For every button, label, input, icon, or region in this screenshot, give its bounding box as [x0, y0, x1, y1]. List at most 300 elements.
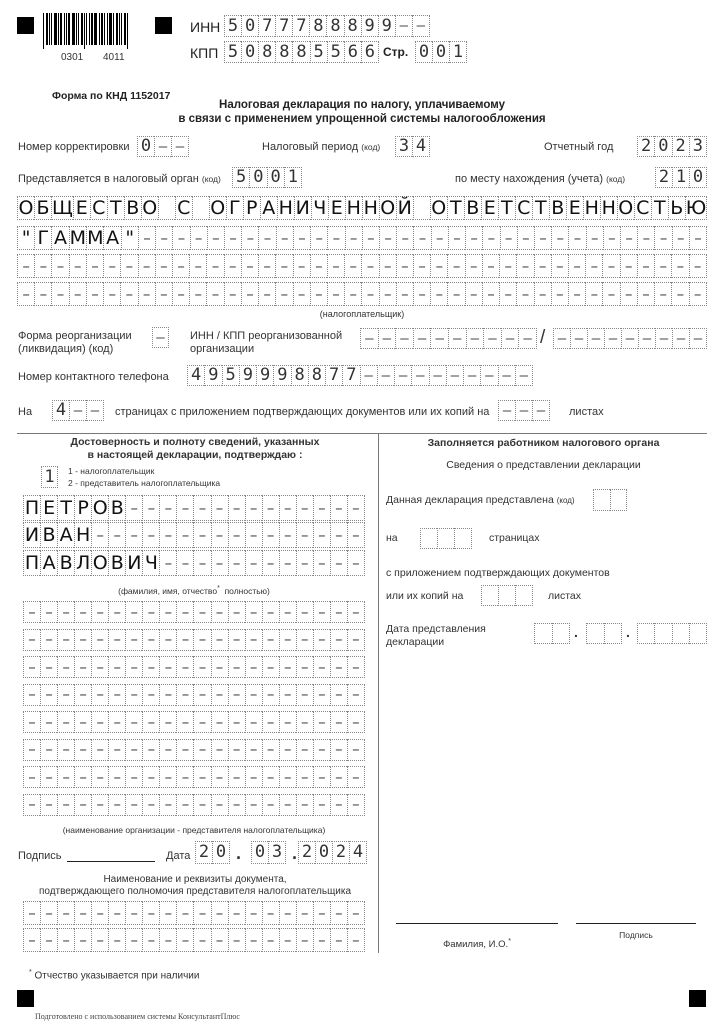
kpp-field[interactable]	[224, 41, 379, 63]
char-cell: 7	[342, 365, 359, 386]
char-cell: –	[279, 901, 296, 925]
char-cell	[610, 489, 628, 511]
char-cell: –	[228, 550, 245, 576]
char-cell: –	[482, 282, 499, 306]
representative-org-row-2[interactable]	[23, 629, 365, 651]
char-cell: –	[396, 282, 413, 306]
char-cell: –	[40, 928, 57, 952]
char-cell: –	[91, 794, 108, 816]
location-code-field[interactable]	[655, 167, 707, 188]
location-label: по месту нахождения (учета) (код)	[455, 173, 626, 185]
office-name-caption: Фамилия, И.О.*	[443, 938, 511, 951]
page-label: Стр.	[383, 45, 409, 59]
char-cell: 5	[224, 41, 241, 63]
char-cell: –	[224, 282, 241, 306]
char-cell: –	[313, 901, 330, 925]
char-cell: –	[313, 794, 330, 816]
char-cell: –	[172, 226, 189, 250]
char-cell: –	[193, 629, 210, 651]
char-cell: –	[120, 282, 137, 306]
char-cell: О	[210, 196, 226, 219]
char-cell: –	[245, 766, 262, 788]
char-cell: –	[228, 901, 245, 925]
char-cell: О	[431, 196, 447, 219]
char-cell: –	[189, 282, 206, 306]
char-cell: –	[23, 601, 40, 623]
char-cell: –	[689, 282, 707, 306]
char-cell: –	[74, 684, 91, 706]
char-cell: –	[313, 928, 330, 952]
char-cell: 2	[195, 841, 212, 864]
tax-office-subtitle: Сведения о представлении декларации	[446, 459, 641, 471]
char-cell: –	[293, 226, 310, 250]
char-cell: 1	[672, 167, 689, 188]
char-cell: –	[34, 282, 51, 306]
char-cell: –	[176, 684, 193, 706]
form-title-line2: в связи с применением упрощенной системы налогообложения	[178, 113, 546, 125]
pages-prefix: На	[18, 406, 33, 418]
char-cell: –	[293, 254, 310, 278]
char-cell: –	[413, 254, 430, 278]
char-cell: –	[193, 711, 210, 733]
char-cell: 9	[273, 365, 290, 386]
char-cell: –	[142, 928, 159, 952]
char-cell: –	[262, 656, 279, 678]
char-cell: –	[347, 684, 365, 706]
char-cell: –	[228, 495, 245, 521]
char-cell: 8	[308, 365, 325, 386]
char-cell: Н	[278, 196, 293, 219]
char-cell: –	[228, 656, 245, 678]
char-cell: П	[23, 495, 40, 521]
char-cell: –	[86, 282, 103, 306]
char-cell: 0	[251, 841, 268, 864]
tax-authority-field[interactable]	[232, 167, 302, 188]
char-cell	[420, 528, 437, 549]
char-cell: –	[211, 601, 228, 623]
char-cell: –	[296, 928, 313, 952]
char-cell: –	[206, 282, 223, 306]
char-cell: –	[108, 684, 125, 706]
char-cell: –	[262, 928, 279, 952]
char-cell: –	[189, 254, 206, 278]
char-cell: –	[689, 254, 707, 278]
char-cell: –	[171, 136, 189, 157]
char-cell: –	[23, 901, 40, 925]
char-cell: –	[228, 794, 245, 816]
char-cell: 2	[655, 167, 672, 188]
char-cell: –	[57, 629, 74, 651]
char-cell	[593, 489, 610, 511]
char-cell: В	[57, 550, 74, 576]
char-cell: –	[654, 282, 671, 306]
char-cell: –	[108, 766, 125, 788]
char-cell: 5	[310, 41, 327, 63]
submitted-code-field[interactable]	[593, 489, 627, 511]
char-cell: –	[211, 794, 228, 816]
char-cell: Ю	[685, 196, 707, 219]
char-cell: –	[142, 601, 159, 623]
char-cell: –	[40, 601, 57, 623]
char-cell: –	[498, 400, 515, 421]
char-cell: –	[125, 794, 142, 816]
char-cell: 3	[689, 136, 707, 157]
char-cell: –	[228, 601, 245, 623]
char-cell: –	[275, 254, 292, 278]
signer-option-1: 1 - налогоплательщик	[68, 466, 155, 476]
char-cell: 9	[378, 15, 395, 37]
char-cell: –	[245, 684, 262, 706]
char-cell: –	[465, 282, 482, 306]
char-cell: –	[296, 656, 313, 678]
char-cell: –	[262, 766, 279, 788]
char-cell: –	[279, 522, 296, 548]
char-cell: 0	[654, 136, 671, 157]
char-cell: –	[23, 794, 40, 816]
char-cell: –	[138, 226, 155, 250]
char-cell: –	[241, 254, 258, 278]
doc-title-line2: подтверждающего полномочия представителя налогоплательщика	[38, 886, 352, 897]
office-name-line[interactable]	[396, 923, 558, 924]
char-cell: 6	[344, 41, 361, 63]
char-cell: –	[211, 711, 228, 733]
char-cell: О	[380, 196, 396, 219]
char-cell: –	[276, 226, 293, 250]
tax-authority-label: Представляется в налоговый орган (код)	[18, 173, 221, 185]
correction-number-field[interactable]	[137, 136, 189, 157]
char-cell: –	[621, 328, 638, 349]
char-cell: А	[40, 550, 57, 576]
corner-marker-bottom-right	[689, 990, 706, 1007]
char-cell: –	[279, 794, 296, 816]
char-cell: –	[330, 656, 347, 678]
tax-period-field[interactable]	[395, 136, 430, 157]
char-cell: –	[155, 226, 172, 250]
char-cell: –	[296, 684, 313, 706]
char-cell: Ч	[311, 196, 328, 220]
fio-caption: (фамилия, имя, отчество* полностью)	[118, 585, 270, 596]
char-cell: –	[689, 328, 707, 349]
char-cell: 0	[689, 167, 707, 188]
doc-row-2[interactable]	[23, 928, 365, 952]
form-title-line1: Налоговая декларация по налогу, уплачиваемому	[219, 99, 505, 111]
char-cell: –	[176, 522, 193, 548]
phone-label: Номер контактного телефона	[18, 371, 169, 383]
char-cell: –	[279, 928, 296, 952]
char-cell: –	[91, 656, 108, 678]
office-pages-field[interactable]	[420, 528, 472, 549]
char-cell: –	[330, 928, 347, 952]
char-cell: –	[86, 254, 103, 278]
char-cell: –	[159, 684, 176, 706]
char-cell: –	[228, 522, 245, 548]
char-cell: –	[159, 711, 176, 733]
char-cell: –	[125, 766, 142, 788]
inn-label: ИНН	[190, 19, 221, 35]
char-cell: –	[293, 282, 310, 306]
char-cell: –	[245, 928, 262, 952]
char-cell: –	[498, 365, 515, 386]
char-cell: –	[448, 328, 466, 349]
signer-surname-field[interactable]	[23, 495, 365, 521]
char-cell: –	[228, 739, 245, 761]
char-cell: –	[347, 629, 365, 651]
office-date-month-field[interactable]	[586, 623, 622, 644]
report-year-field[interactable]	[637, 136, 707, 157]
taxpayer-name-row-1[interactable]	[17, 196, 707, 220]
char-cell: –	[553, 328, 570, 349]
char-cell: –	[125, 711, 142, 733]
date-dot-1: .	[236, 843, 242, 863]
char-cell: –	[262, 739, 279, 761]
corner-marker-top-right	[155, 17, 172, 34]
char-cell: Ч	[142, 550, 159, 576]
char-cell: –	[176, 928, 193, 952]
char-cell: 8	[309, 15, 326, 37]
char-cell: –	[120, 254, 137, 278]
char-cell: –	[671, 282, 688, 306]
date-month-field[interactable]	[251, 841, 286, 864]
char-cell: –	[516, 254, 533, 278]
char-cell: –	[482, 226, 499, 250]
office-attach-line1: с приложением подтверждающих документов	[386, 567, 610, 579]
char-cell: –	[482, 254, 499, 278]
char-cell: –	[74, 766, 91, 788]
char-cell: –	[228, 928, 245, 952]
char-cell: –	[211, 629, 228, 651]
char-cell: –	[190, 226, 207, 250]
char-cell: –	[279, 739, 296, 761]
char-cell: –	[125, 684, 142, 706]
page-number-field[interactable]	[415, 41, 467, 63]
char-cell	[637, 623, 654, 644]
char-cell: –	[262, 794, 279, 816]
reorg-form-field[interactable]	[152, 327, 169, 348]
char-cell: –	[296, 601, 313, 623]
char-cell: –	[193, 794, 210, 816]
char-cell: –	[211, 495, 228, 521]
char-cell: В	[108, 550, 125, 576]
signer-type-field[interactable]	[41, 466, 58, 488]
reorg-form-label-line2: (ликвидация) (код)	[18, 343, 114, 355]
char-cell: 0	[249, 167, 266, 188]
char-cell: 0	[137, 136, 154, 157]
char-cell: Н	[601, 196, 616, 219]
char-cell: Н	[584, 196, 599, 219]
char-cell: 9	[256, 365, 273, 386]
char-cell: –	[279, 684, 296, 706]
char-cell: –	[211, 739, 228, 761]
char-cell: –	[176, 794, 193, 816]
char-cell: –	[279, 495, 296, 521]
taxpayer-caption: (налогоплательщик)	[319, 309, 405, 319]
char-cell: –	[466, 328, 484, 349]
char-cell: 1	[284, 167, 302, 188]
char-cell: –	[313, 522, 330, 548]
signature-label: Подпись	[18, 850, 62, 862]
char-cell: –	[224, 226, 241, 250]
office-attach-line2: или их копий на	[386, 590, 464, 602]
char-cell: –	[396, 254, 413, 278]
char-cell: –	[330, 522, 347, 548]
char-cell: 3	[268, 841, 286, 864]
representative-org-row-3[interactable]	[23, 656, 365, 678]
taxpayer-name-row-2[interactable]	[17, 226, 707, 250]
office-date-label-line1: Дата представления	[386, 623, 486, 635]
char-cell: –	[57, 794, 74, 816]
office-on-label: на	[386, 532, 398, 544]
char-cell	[481, 585, 498, 606]
representative-org-row-5[interactable]	[23, 711, 365, 733]
char-cell: –	[330, 711, 347, 733]
char-cell: –	[125, 629, 142, 651]
char-cell: –	[395, 328, 413, 349]
pages-count-field[interactable]	[52, 400, 104, 421]
char-cell: Е	[481, 196, 498, 220]
char-cell: –	[258, 226, 275, 250]
char-cell: В	[549, 196, 566, 220]
taxpayer-name-row-4[interactable]	[17, 282, 707, 306]
char-cell: –	[23, 629, 40, 651]
office-date-year-field[interactable]	[637, 623, 707, 644]
char-cell: О	[618, 196, 634, 219]
char-cell	[515, 585, 533, 606]
char-cell: –	[108, 601, 125, 623]
char-cell: –	[193, 739, 210, 761]
char-cell: –	[241, 226, 258, 250]
representative-org-row-4[interactable]	[23, 684, 365, 706]
char-cell: –	[74, 739, 91, 761]
form-knd: Форма по КНД 1152017	[52, 90, 171, 102]
attachment-sheets-field[interactable]	[498, 400, 550, 421]
char-cell: –	[430, 254, 447, 278]
char-cell: И	[295, 196, 310, 219]
char-cell	[654, 623, 671, 644]
char-cell: –	[395, 15, 412, 37]
char-cell: "	[121, 226, 138, 250]
representative-org-row-8[interactable]	[23, 794, 365, 816]
char-cell: –	[501, 328, 519, 349]
char-cell: –	[193, 928, 210, 952]
char-cell: –	[499, 254, 516, 278]
char-cell: –	[313, 766, 330, 788]
representative-org-row-1[interactable]	[23, 601, 365, 623]
reorg-inn-field[interactable]	[360, 328, 537, 349]
char-cell: А	[51, 226, 68, 250]
char-cell: –	[330, 629, 347, 651]
char-cell: –	[154, 136, 171, 157]
char-cell: –	[258, 254, 275, 278]
date-year-field[interactable]	[298, 841, 367, 864]
reorg-kpp-field[interactable]	[553, 328, 707, 349]
char-cell: О	[142, 196, 158, 219]
char-cell: –	[279, 550, 296, 576]
char-cell: "	[17, 226, 34, 250]
inn-field[interactable]	[224, 15, 430, 37]
char-cell: –	[347, 550, 365, 576]
date-day-field[interactable]	[195, 841, 230, 864]
char-cell: –	[330, 901, 347, 925]
char-cell: –	[313, 495, 330, 521]
footnote: * Отчество указывается при наличии	[29, 969, 200, 982]
char-cell: –	[412, 15, 430, 37]
char-cell: –	[23, 766, 40, 788]
char-cell: –	[327, 254, 344, 278]
char-cell: Е	[40, 495, 57, 521]
char-cell: –	[296, 901, 313, 925]
char-cell: –	[40, 629, 57, 651]
char-cell: –	[125, 739, 142, 761]
phone-field[interactable]	[187, 365, 533, 386]
char-cell: –	[313, 656, 330, 678]
char-cell: –	[91, 629, 108, 651]
char-cell: Г	[34, 226, 51, 250]
char-cell: С	[90, 196, 107, 220]
char-cell: –	[17, 254, 34, 278]
char-cell: 5	[222, 365, 239, 386]
signature-line[interactable]	[67, 861, 155, 862]
barcode-number-left: 0301	[61, 52, 84, 63]
representative-org-row-6[interactable]	[23, 739, 365, 761]
char-cell: –	[40, 901, 57, 925]
char-cell: –	[51, 254, 68, 278]
char-cell: П	[23, 550, 40, 576]
char-cell: 2	[298, 841, 315, 864]
char-cell: –	[176, 656, 193, 678]
doc-row-1[interactable]	[23, 901, 365, 925]
char-cell: –	[620, 226, 637, 250]
char-cell	[689, 623, 707, 644]
char-cell: –	[172, 254, 189, 278]
char-cell: –	[344, 254, 361, 278]
char-cell: –	[108, 522, 125, 548]
char-cell: –	[262, 901, 279, 925]
char-cell: –	[74, 794, 91, 816]
char-cell: –	[347, 495, 365, 521]
char-cell: –	[296, 550, 313, 576]
char-cell: А	[57, 522, 74, 548]
char-cell: –	[193, 522, 210, 548]
signer-patronymic-field[interactable]	[23, 550, 365, 576]
char-cell: –	[463, 365, 480, 386]
office-date-day-field[interactable]	[534, 623, 570, 644]
char-cell: –	[91, 739, 108, 761]
char-cell: –	[568, 282, 585, 306]
office-signature-line[interactable]	[576, 923, 696, 924]
char-cell: 4	[349, 841, 367, 864]
char-cell: –	[245, 522, 262, 548]
char-cell: –	[206, 254, 223, 278]
char-cell: –	[57, 901, 74, 925]
char-cell: –	[23, 928, 40, 952]
char-cell: –	[142, 901, 159, 925]
char-cell: 0	[267, 167, 284, 188]
char-cell: –	[347, 766, 365, 788]
char-cell: –	[159, 656, 176, 678]
char-cell: –	[330, 766, 347, 788]
representative-org-row-7[interactable]	[23, 766, 365, 788]
office-sheets-field[interactable]	[481, 585, 533, 606]
signer-name-field[interactable]	[23, 522, 365, 548]
char-cell: –	[211, 928, 228, 952]
taxpayer-name-row-3[interactable]	[17, 254, 707, 278]
char-cell: 0	[315, 841, 332, 864]
char-cell: –	[347, 656, 365, 678]
section-divider-horizontal	[17, 433, 707, 434]
char-cell: Е	[566, 196, 583, 220]
char-cell: –	[138, 254, 155, 278]
char-cell: –	[551, 226, 568, 250]
